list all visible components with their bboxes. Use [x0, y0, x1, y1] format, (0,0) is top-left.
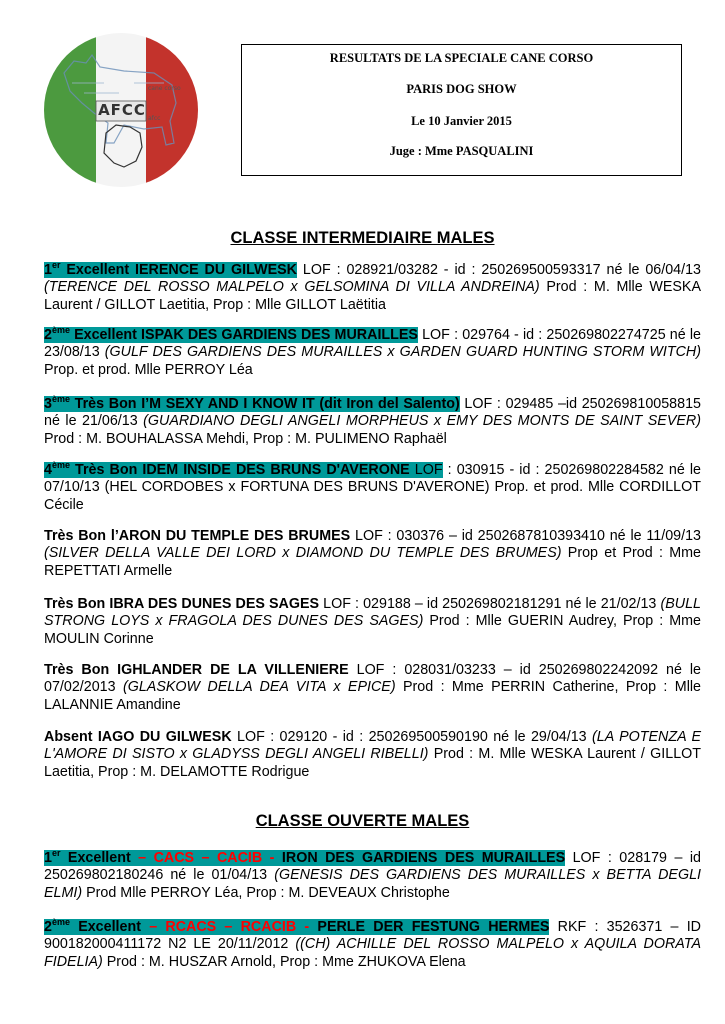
logo-small-text-2: afcc: [148, 115, 161, 122]
result-entry: 2ème Excellent ISPAK DES GARDIENS DES MURAILLES LOF : 029764 - id : 250269802274725 né le 23/08/13 (GULF DES GARDIENS DES MURAILLES x GARDEN GUARD HUNTING STORM WITCH) Prop. et prod. Mlle PERROY Léa: [44, 325, 701, 378]
result-entry: 4ème Très Bon IDEM INSIDE DES BRUNS D'AVERONE LOF : 030915 - id : 250269802284582 né le 07/10/13 (HEL CORDOBES x FORTUNA DES BRUNS D'AVERONE) Prop. et prod. Mlle CORDILLOT Cécile: [44, 460, 701, 513]
logo-small-text: cane corso: [148, 85, 181, 92]
award-highlight: 1er Excellent – CACS – CACIB - IRON DES GARDIENS DES MURAILLES: [44, 848, 566, 866]
afcc-logo: [44, 33, 198, 187]
result-entry: Très Bon l’ARON DU TEMPLE DES BRUMES LOF : 030376 – id 2502687810393410 né le 11/09/13 (SILVER DELLA VALLE DEI LORD x DIAMOND DU TEMPLE DES BRUMES) Prop et Prod : Mme REPETTATI Armelle: [44, 528, 701, 579]
header-box: [241, 44, 682, 176]
award-highlight: 2ème Excellent ISPAK DES GARDIENS DES MURAILLES: [44, 325, 418, 343]
result-entry: Très Bon IGHLANDER DE LA VILLENIERE LOF : 028031/03233 – id 250269802242092 né le 07/02/2013 (GLASKOW DELLA DEA VITA x EPICE) Prod : Mme PERRIN Catherine, Prop : Mlle LALANNIE Amandine: [44, 662, 701, 713]
result-entry: Très Bon IBRA DES DUNES DES SAGES LOF : 029188 – id 250269802181291 né le 21/02/13 (BULL STRONG LOYS x FRAGOLA DES DUNES DES SAGES) Prod : Mlle GUERIN Audrey, Prop : Mme MOULIN Corinne: [44, 596, 701, 647]
award-highlight: 3ème Très Bon I’M SEXY AND I KNOW IT (dit Iron del Salento): [44, 394, 460, 412]
award-highlight: 2ème Excellent – RCACS – RCACIB - PERLE DER FESTUNG HERMES: [44, 917, 550, 935]
logo-text: AFCC: [98, 101, 146, 119]
header-title: RESULTATS DE LA SPECIALE CANE CORSO: [329, 51, 594, 65]
header-event: PARIS DOG SHOW: [406, 82, 517, 96]
award-highlight: 1er Excellent IERENCE DU GILWESK: [44, 260, 297, 278]
award-highlight: 4ème Très Bon IDEM INSIDE DES BRUNS D'AVERONE LOF: [44, 460, 443, 478]
section-title: CLASSE INTERMEDIAIRE MALES: [230, 229, 495, 247]
result-entry: Absent IAGO DU GILWESK LOF : 029120 - id : 250269500590190 né le 29/04/13 (LA POTENZA E L'AMORE DI SISTO x GLADYSS DEGLI ANGELI RIBELLI) Prod : M. Mlle WESKA Laurent / GILLOT Laetitia, Prop : M. DELAMOTTE Rodrigue: [44, 729, 702, 780]
result-entry: 1er Excellent – CACS – CACIB - IRON DES GARDIENS DES MURAILLES LOF : 028179 – id 250269802180246 né le 01/04/13 (GENESIS DES GARDIENS DES MURAILLES x BETTA DEGLI ELMI) Prod Mlle PERROY Léa, Prop : M. DEVEAUX Christophe: [44, 848, 702, 901]
header-date: Le 10 Janvier 2015: [411, 114, 512, 128]
result-entry: 2ème Excellent – RCACS – RCACIB - PERLE DER FESTUNG HERMES RKF : 3526371 – ID 900182000411172 N2 LE 20/11/2012 ((CH) ACHILLE DEL ROSSO MALPELO x AQUILA DORATA FIDELIA) Prod : M. HUSZAR Arnold, Prop : Mme ZHUKOVA Elena: [44, 917, 701, 970]
result-entry: 3ème Très Bon I’M SEXY AND I KNOW IT (dit Iron del Salento) LOF : 029485 –id 250269810058815 né le 21/06/13 (GUARDIANO DEGLI ANGELI MORPHEUS x EMY DES MONTS DE SAINT SEVER) Prod : M. BOUHALASSA Mehdi, Prop : M. PULIMENO Raphaël: [44, 394, 701, 447]
header-judge: Juge : Mme PASQUALINI: [389, 144, 534, 158]
result-entry: 1er Excellent IERENCE DU GILWESK LOF : 028921/03282 - id : 250269500593317 né le 06/04/13 (TERENCE DEL ROSSO MALPELO x GELSOMINA DI VILLA ANDREINA) Prod : M. Mlle WESKA Laurent / GILLOT Laetitia, Prop : Mlle GILLOT Laëtitia: [44, 260, 702, 313]
section-title: CLASSE OUVERTE MALES: [255, 812, 470, 830]
